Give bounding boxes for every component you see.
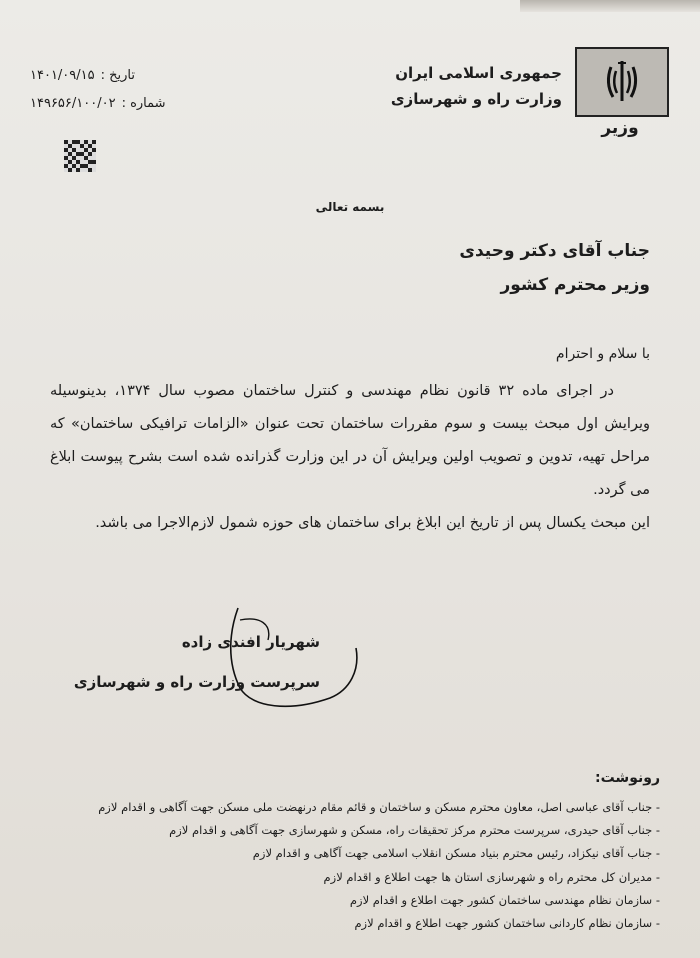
body-paragraph-1: در اجرای ماده ۳۲ قانون نظام مهندسی و کنترل ساختمان مصوب سال ۱۳۷۴، بدینوسیله ویرایش اول مبحث بیست و سوم مقررات ساختمان تحت عنوان «الزامات ترافیکی ساختمان» که مراحل تهیه، تدوین و تصویب اولین ویرایش آن در این وزارت گذرانده شده است بشرح پیوست ابلاغ می گردد. [50, 383, 650, 498]
signature-block [74, 622, 320, 702]
signer-title: سرپرست وزارت راه و شهرسازی [73, 673, 320, 691]
cc-item: - جناب آقای نیکزاد، رئیس محترم بنیاد مسکن انقلاب اسلامی جهت آگاهی و اقدام لازم [252, 846, 660, 861]
signer-name: شهریار افندی زاده [181, 633, 320, 651]
number-value: ۱۴۹۶۵۶/۱۰۰/۰۲ [30, 96, 116, 111]
cc-list [40, 796, 660, 935]
addressee-title: وزیر محترم کشور [500, 275, 650, 295]
addressee-block [459, 234, 650, 302]
cc-item: - سازمان نظام مهندسی ساختمان کشور جهت اطلاع و اقدام لازم [349, 892, 660, 907]
cc-item: - جناب آقای عباسی اصل، معاون محترم مسکن و ساختمان و قائم مقام درنهضت ملی مسکن جهت آگاهی و اقدام لازم [98, 800, 660, 814]
letter-meta [30, 62, 220, 118]
date-label: تاریخ : [100, 68, 136, 83]
org-line-2: وزارت راه و شهرسازی [390, 90, 562, 108]
cc-item: - مدیران کل محترم راه و شهرسازی استان ها جهت اطلاع و اقدام لازم [323, 869, 660, 884]
org-line-1: جمهوری اسلامی ایران [395, 64, 562, 82]
cc-item: - سازمان نظام کاردانی ساختمان کشور جهت اطلاع و اقدام لازم [354, 916, 660, 931]
greeting: با سلام و احترام [555, 346, 650, 362]
date-row [30, 62, 220, 90]
number-row [30, 90, 220, 118]
iran-emblem-icon [603, 57, 641, 105]
letter-body [50, 375, 650, 540]
number-label: شماره : [121, 96, 166, 111]
cc-title: رونوشت: [595, 770, 660, 786]
cc-item: - جناب آقای حیدری، سرپرست محترم مرکز تحقیقات راه، مسکن و شهرسازی جهت آگاهی و اقدام لازم [169, 823, 660, 838]
body-paragraph-2: این مبحث یکسال پس از تاریخ این ابلاغ برای ساختمان های حوزه شمول لازم‌الاجرا می باشد. [95, 515, 650, 531]
minister-label: وزیر [601, 118, 639, 138]
iran-emblem-box [575, 47, 669, 117]
date-value: ۱۴۰۱/۰۹/۱۵ [30, 68, 95, 83]
paper-fold-shadow [520, 0, 700, 12]
qr-code-icon[interactable] [64, 140, 96, 172]
basmala: بسمه تعالی [315, 200, 385, 214]
organization-header [391, 60, 562, 112]
addressee-name: جناب آقای دکتر وحیدی [459, 241, 650, 261]
